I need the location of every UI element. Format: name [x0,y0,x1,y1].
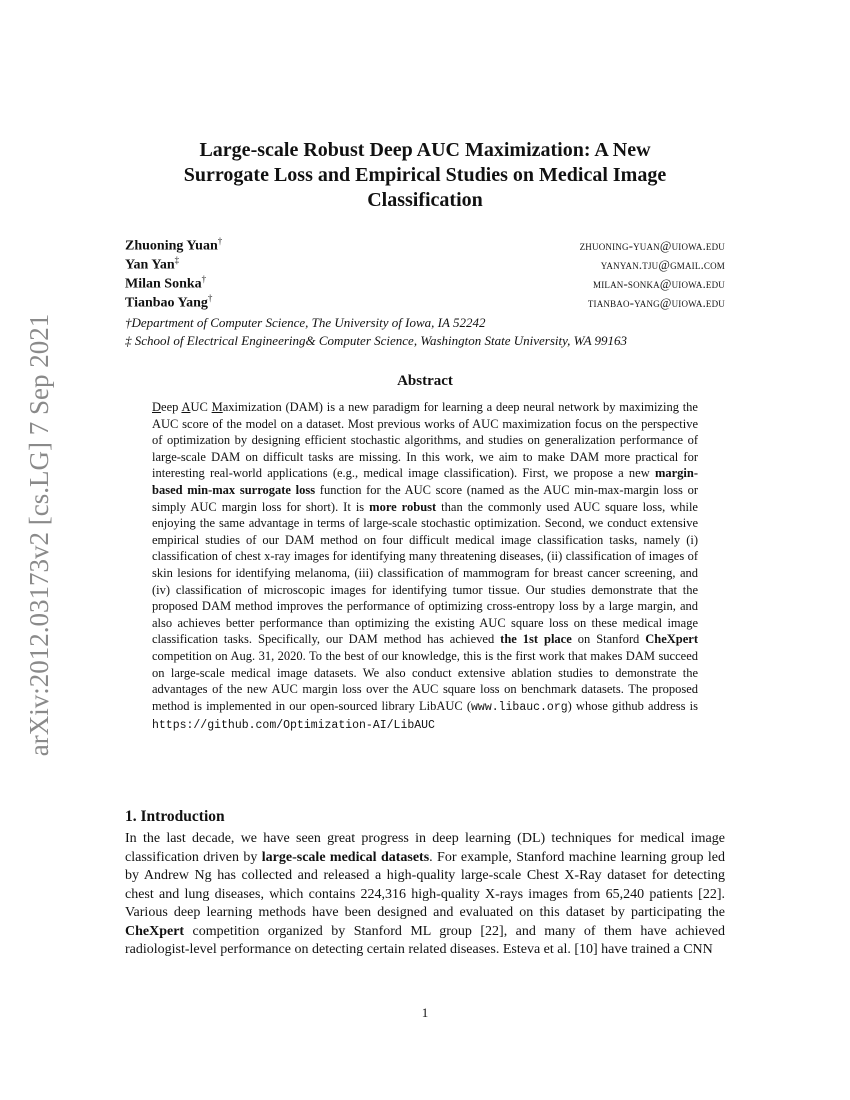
author-email[interactable]: milan-sonka@uiowa.edu [593,276,725,291]
abstract-text: function for the AUC score (named as the AUC min-max-margin loss or simply AUC margin loss for short). It is [152,482,698,514]
author-email[interactable]: tianbao-yang@uiowa.edu [587,295,725,310]
github-url-link[interactable]: https://github.com/Optimization-AI/LibAUC [152,719,435,733]
title-line: Large-scale Robust Deep AUC Maximization: A New [199,139,651,161]
author-row [125,293,725,312]
intro-emphasis: large-scale medical datasets [261,849,430,865]
paper-title [125,138,725,213]
intro-text: competition organized by Stanford ML group [22], and many of them have achieved radiologist-level performance on detecting certain related diseases. Esteva et al. [10] have trained a CNN [125,923,725,957]
abstract-text: UC [190,400,212,414]
abstract-emphasis: the 1st place [500,632,572,647]
abstract-text: competition on Aug. 31, 2020. To the best of our knowledge, this is the first work that makes DAM succeed on large-scale medical image datasets. We also conduct extensive ablation studies to demonstrate the advantages of the new AUC margin loss over the AUC square loss on benchmark datasets. The proposed method is implemented in our open-sourced library LibAUC ( [152,648,698,713]
title-line: Surrogate Loss and Empirical Studies on Medical Image [183,164,667,186]
section-heading: 1. Introduction [125,808,225,825]
author-email[interactable]: yanyan.tju@gmail.com [600,257,725,272]
author-email[interactable]: zhuoning-yuan@uiowa.edu [579,238,725,253]
introduction-body [125,830,725,960]
abstract-body [152,399,698,735]
title-line: Classification [367,189,483,211]
abstract-text: D [152,400,162,414]
page-number: 1 [421,1005,429,1020]
abstract-text: M [211,400,223,414]
affiliation: ‡ School of Electrical Engineering& Computer Science, Washington State University, WA 99163 [125,333,628,348]
author-name: Milan Sonka† [125,274,207,292]
arxiv-stamp-graphic [18,300,58,770]
abstract-emphasis: more robust [369,499,437,514]
abstract-heading: Abstract [397,373,453,389]
abstract-emphasis: margin-based min-max surrogate loss [152,466,698,497]
abstract-text: than the commonly used AUC square loss, while enjoying the same advantage in terms of large-scale stochastic optimization. Second, we conduct extensive empirical studies of our DAM method on four difficult medical image classification tasks, namely (i) classification of chest x-ray images for identifying many threatening diseases, (ii) classification of images of skin lesions for identifying melanoma, (iii) classification of mammogram for breast cancer screening, and (iv) classification of microscopic images for identifying tumor tissue. Our studies demonstrate that the proposed DAM method improves the performance of optimizing cross-entropy loss by a large margin, and also achieves better performance than optimizing the existing AUC square loss on these medical image classification tasks. Specifically, our DAM method has achieved [152,499,698,647]
author-name: Zhuoning Yuan† [125,236,223,254]
author-row [125,274,725,293]
abstract-emphasis: CheXpert [645,632,698,647]
abstract-text: aximization (DAM) is a new paradigm for learning a deep neural network by maximizing the AUC score of the model on a dataset. Most previous works of AUC maximization focus on the perspective of optimization by designing efficient stochastic algorithms, and studies on generalization performance of large-scale DAM on difficult tasks are missing. In this work, we aim to make DAM more practical for interesting real-world applications (e.g., medical image classification). First, we propose a new [152,400,698,481]
libauc-url-link[interactable]: www.libauc.org [471,700,568,714]
abstract-text: ) whose github address is [567,698,698,713]
author-list [125,236,725,312]
intro-text: . For example, Stanford machine learning group led by Andrew Ng has collected and released a high-quality large-scale Chest X-Ray dataset for detecting chest and lung diseases, which contains 224,316 high-quality X-rays images from 65,240 patients [22]. Various deep learning methods have been designed and evaluated on this dataset by participating the [125,849,725,920]
arxiv-stamp-text: arXiv:2012.03173v2 [cs.LG] 7 Sep 2021 [24,313,54,757]
author-row [125,255,725,274]
author-name: Tianbao Yang† [125,293,213,311]
arxiv-side-stamp [18,300,58,770]
author-name: Yan Yan‡ [125,255,180,273]
abstract-text: A [181,400,191,414]
abstract-text: on Stanford [571,632,646,647]
intro-text: In the last decade, we have seen great progress in deep learning (DL) techniques for medical image classification driven by [125,831,725,865]
author-row [125,236,725,255]
intro-emphasis: CheXpert [125,923,185,939]
affiliation: †Department of Computer Science, The University of Iowa, IA 52242 [125,315,486,330]
abstract-text: eep [161,400,182,414]
